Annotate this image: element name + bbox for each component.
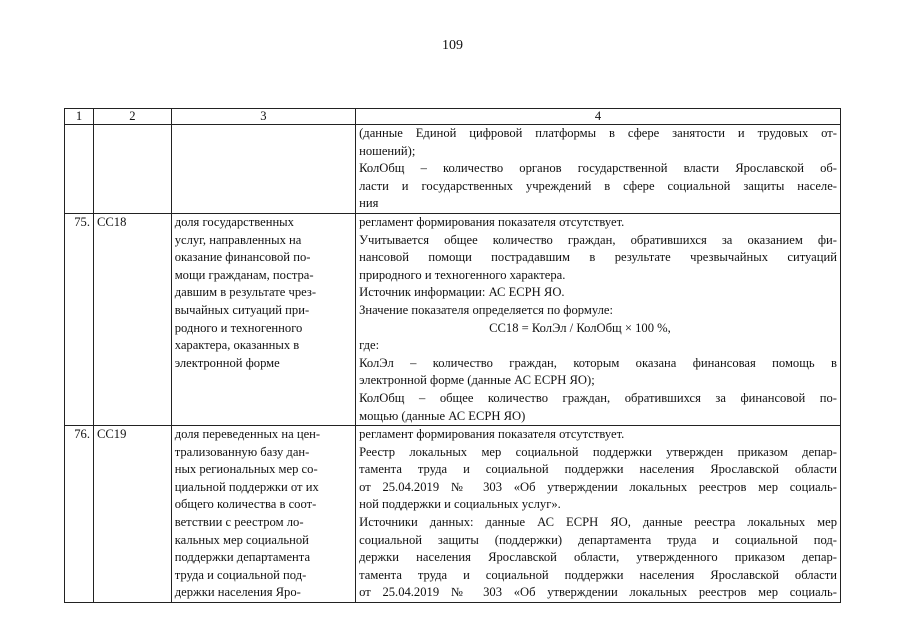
row-number: 75. xyxy=(65,213,94,425)
text-line: доля государственных xyxy=(174,214,294,229)
text-line: природного и техногенного характера. xyxy=(359,267,566,282)
text-line: оказание финансовой по- xyxy=(174,250,311,265)
text-line: КолОбщ – общее количество граждан, обратившихся за финансовой по- xyxy=(359,390,837,405)
text-line: тамента труда и социальной поддержки населения Ярославской области xyxy=(359,567,837,582)
text-line: держки населения Яро- xyxy=(174,585,301,600)
header-col-3: 3 xyxy=(171,109,355,125)
text-line: от 25.04.2019 № 303 «Об утверждении локальных реестров мер социаль- xyxy=(359,479,837,494)
indicator-description xyxy=(171,426,355,603)
indicator-code: СС19 xyxy=(94,426,172,603)
indicator-methodology xyxy=(356,426,841,603)
text-line: давшим в результате чрез- xyxy=(174,285,317,300)
cell-continuation-text xyxy=(356,125,841,214)
text-line: держки населения Ярославской области, утвержденного приказом депар- xyxy=(359,550,837,565)
text-line: родного и техногенного xyxy=(174,320,303,335)
text-line: общего количества в соот- xyxy=(174,497,317,512)
text-line: ветствии с реестром ло- xyxy=(174,515,304,530)
page-number: 109 xyxy=(442,38,463,53)
header-col-4: 4 xyxy=(356,109,841,125)
text-line: Источники данных: данные АС ЕСРН ЯО, данные реестра локальных мер xyxy=(359,515,837,530)
text-line: поддержки департамента xyxy=(174,550,311,565)
table-row-75 xyxy=(65,213,841,425)
text-line: регламент формирования показателя отсутствует. xyxy=(359,214,625,229)
text-line: ной поддержки и социальных услуг». xyxy=(359,497,561,512)
text-line: мощью (данные АС ЕСРН ЯО) xyxy=(359,408,526,423)
cell-empty xyxy=(171,125,355,214)
text-line: характера, оказанных в xyxy=(174,338,300,353)
table-header-row xyxy=(65,109,841,125)
text-line: услуг, направленных на xyxy=(174,232,302,247)
text-line: (данные Единой цифровой платформы в сфере занятости и трудовых от- xyxy=(359,126,837,140)
text-line: КолОбщ – количество органов государственной власти Ярославской об- xyxy=(359,161,837,176)
text-line: где: xyxy=(359,338,380,353)
row-number: 76. xyxy=(65,426,94,603)
text-line: от 25.04.2019 № 303 «Об утверждении локальных реестров мер социаль- xyxy=(359,585,837,600)
text-line: Реестр локальных мер социальной поддержки утвержден приказом депар- xyxy=(359,444,837,459)
text-line: социальной защиты (поддержки) департамента труда и социальной под- xyxy=(359,532,837,547)
text-line: регламент формирования показателя отсутствует. xyxy=(359,427,625,442)
text-line: нансовой помощи пострадавшим в результате чрезвычайных ситуаций xyxy=(359,250,837,265)
text-line: циальной поддержки от их xyxy=(174,479,319,494)
text-line: ных региональных мер со- xyxy=(174,462,318,477)
indicator-table xyxy=(64,108,841,603)
table-row-continuation xyxy=(65,125,841,214)
text-line: мощи гражданам, постра- xyxy=(174,267,314,282)
indicator-code: СС18 xyxy=(94,213,172,425)
cell-empty xyxy=(94,125,172,214)
text-line: труда и социальной под- xyxy=(174,567,307,582)
text-line: КолЭл – количество граждан, которым оказана финансовая помощь в xyxy=(359,355,837,370)
text-line: Значение показателя определяется по формуле: xyxy=(359,302,613,317)
text-line: доля переведенных на цен- xyxy=(174,427,321,442)
table-row-76 xyxy=(65,426,841,603)
indicator-methodology xyxy=(356,213,841,425)
text-line: Учитывается общее количество граждан, обратившихся за оказанием фи- xyxy=(359,232,837,247)
text-line: кальных мер социальной xyxy=(174,532,309,547)
text-line: вычайных ситуаций при- xyxy=(174,302,310,317)
text-line: тамента труда и социальной поддержки населения Ярославской области xyxy=(359,462,837,477)
text-line: трализованную базу дан- xyxy=(174,444,310,459)
text-line: электронной форме (данные АС ЕСРН ЯО); xyxy=(359,373,595,388)
formula-line: СС18 = КолЭл / КолОбщ × 100 %, xyxy=(489,320,671,335)
text-line: Источник информации: АС ЕСРН ЯО. xyxy=(359,285,565,300)
text-line: ласти и государственных учреждений в сфере социальной защиты населе- xyxy=(359,178,837,193)
text-line: электронной форме xyxy=(174,355,280,370)
header-col-1: 1 xyxy=(65,109,94,125)
text-line: ния xyxy=(359,196,379,211)
indicator-description xyxy=(171,213,355,425)
header-col-2: 2 xyxy=(94,109,172,125)
text-line: ношений); xyxy=(359,143,416,158)
cell-empty xyxy=(65,125,94,214)
